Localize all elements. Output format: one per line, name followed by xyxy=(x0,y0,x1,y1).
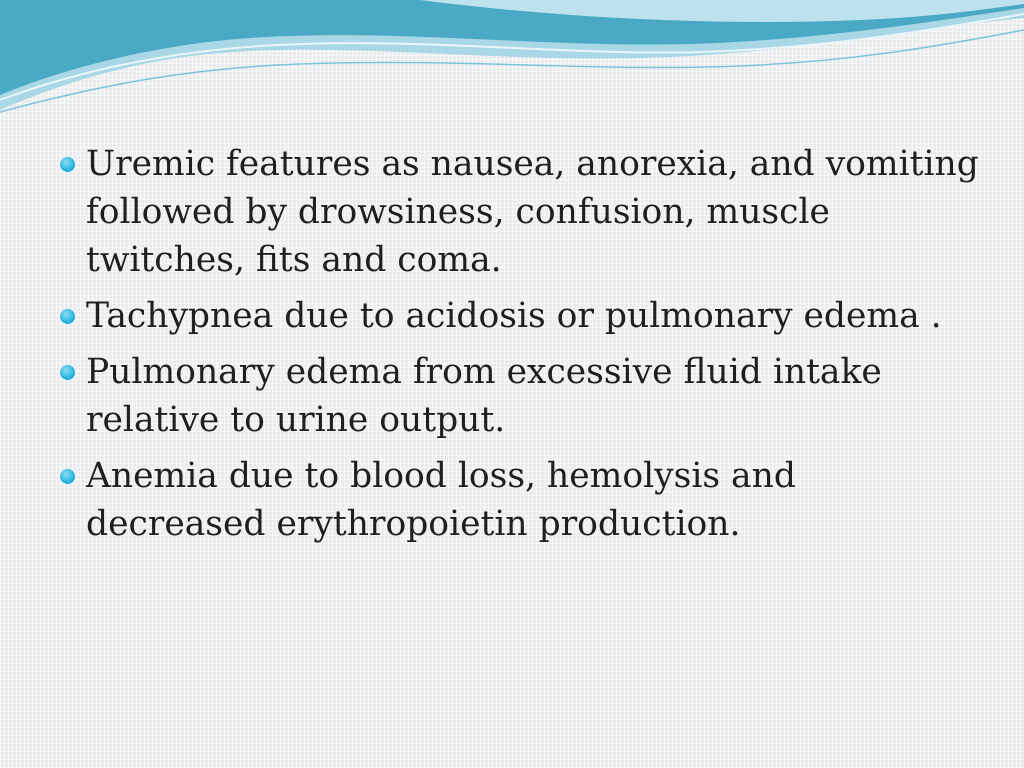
bullet-dot-icon xyxy=(60,365,75,380)
bullet-dot-icon xyxy=(60,309,75,324)
wave-banner-decoration xyxy=(0,0,1024,120)
bullet-text: Uremic features as nausea, anorexia, and vomiting followed by drowsiness, confusion, muscle twitches, fits and coma. xyxy=(86,144,979,280)
bullet-list xyxy=(56,140,986,548)
bullet-item-uremic-features xyxy=(56,140,986,284)
bullet-item-tachypnea xyxy=(56,292,986,340)
bullet-text: Anemia due to blood loss, hemolysis and decreased erythropoietin production. xyxy=(86,456,796,544)
slide-content xyxy=(56,140,986,556)
bullet-dot-icon xyxy=(60,469,75,484)
bullet-item-pulmonary-edema xyxy=(56,348,986,444)
bullet-item-anemia xyxy=(56,452,986,548)
bullet-text: Tachypnea due to acidosis or pulmonary edema . xyxy=(86,296,942,336)
bullet-text: Pulmonary edema from excessive fluid intake relative to urine output. xyxy=(86,352,882,440)
bullet-dot-icon xyxy=(60,157,75,172)
